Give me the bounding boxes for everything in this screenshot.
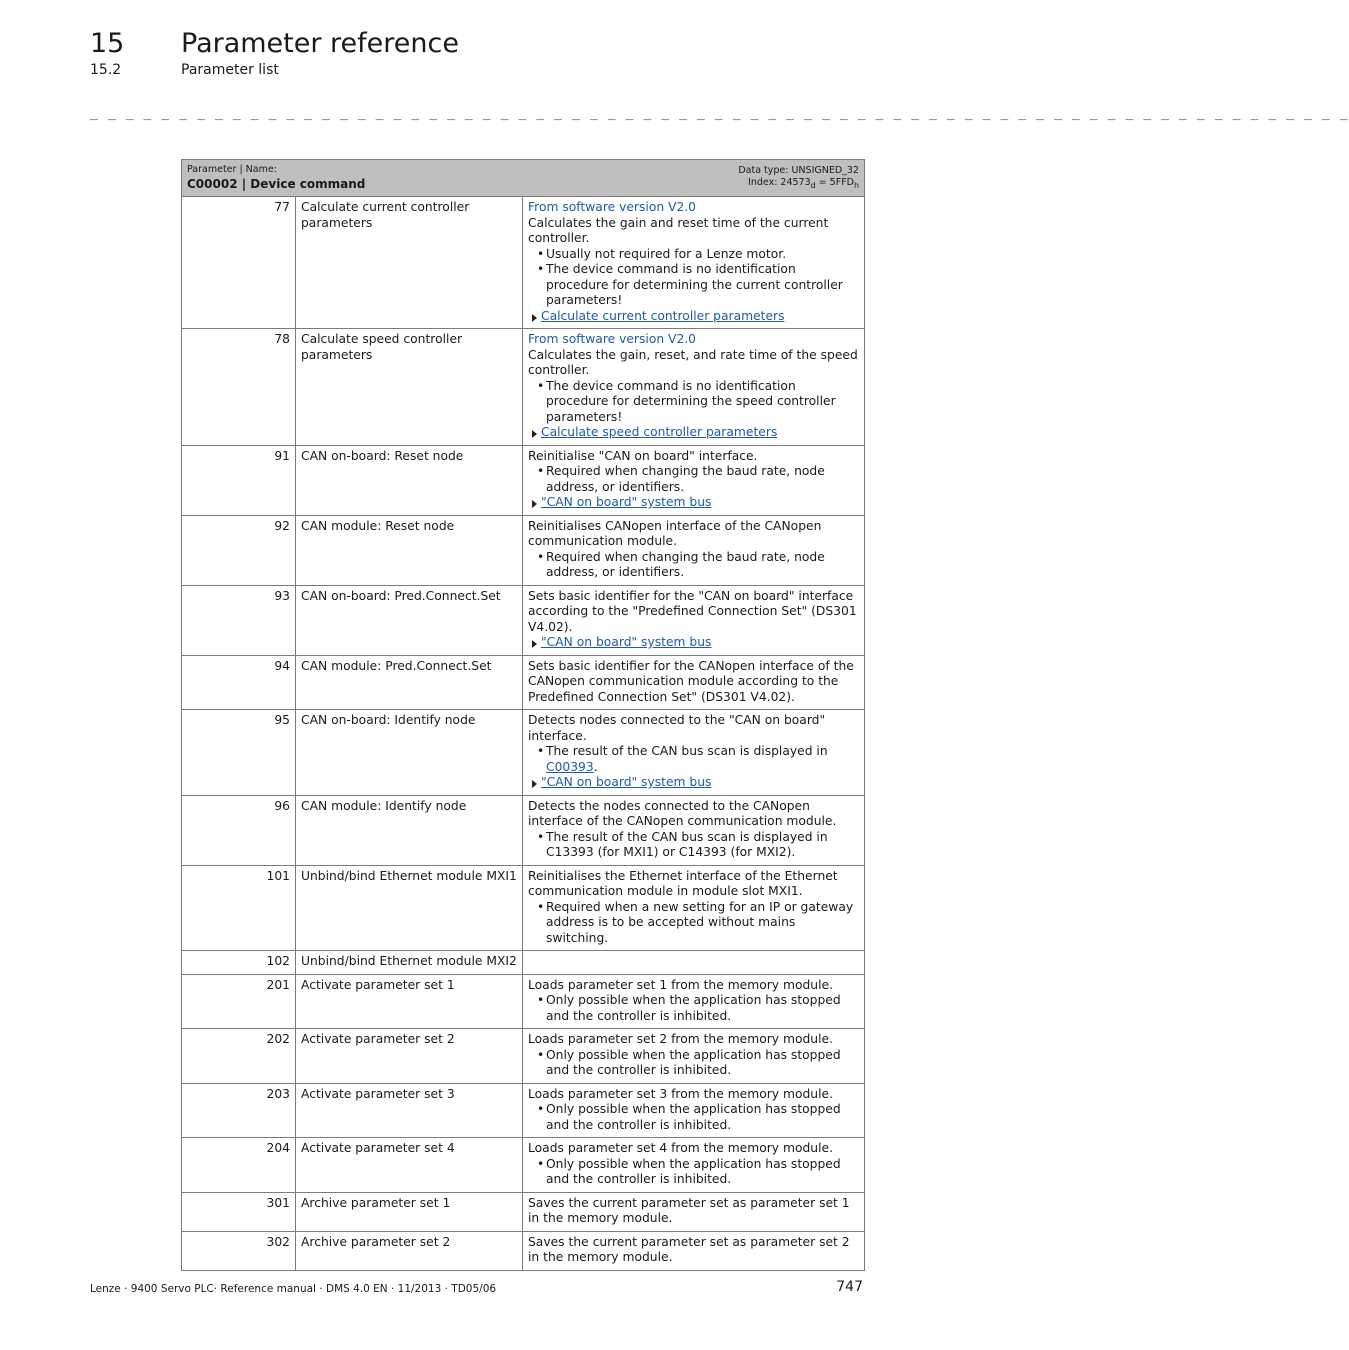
- command-number: 77: [182, 197, 296, 329]
- cross-reference: [528, 495, 859, 511]
- command-number: 78: [182, 329, 296, 446]
- command-number: 102: [182, 951, 296, 975]
- bullet-text: Usually not required for a Lenze motor.: [546, 246, 787, 261]
- table-row: [182, 515, 865, 585]
- table-row: [182, 974, 865, 1029]
- table-row: [182, 1192, 865, 1231]
- command-name: CAN on-board: Reset node: [296, 445, 523, 515]
- description-text: Reinitialises the Ethernet interface of the Ethernet communication module in module slot MXI1.: [528, 868, 838, 898]
- version-note: From software version V2.0: [528, 200, 697, 214]
- command-number: 95: [182, 710, 296, 796]
- chapter-title: Parameter reference: [181, 28, 459, 59]
- bullet-item: [528, 1048, 859, 1079]
- section-number: 15.2: [90, 62, 122, 78]
- command-name: Archive parameter set 1: [296, 1192, 523, 1231]
- bullet-item: [528, 262, 859, 309]
- command-description: [523, 445, 865, 515]
- command-description: [523, 865, 865, 951]
- command-name: CAN module: Pred.Connect.Set: [296, 655, 523, 710]
- description-text: Reinitialise "CAN on board" interface.: [528, 448, 758, 463]
- description-text: Reinitialises CANopen interface of the CANopen communication module.: [528, 518, 822, 548]
- bullet-text: Only possible when the application has stopped and the controller is inhibited.: [546, 1047, 841, 1077]
- description-text: Sets basic identifier for the "CAN on board" interface according to the "Predefined Connection Set" (DS301 V4.02).: [528, 588, 857, 634]
- bullet-icon: •: [537, 993, 545, 1007]
- cross-reference: [528, 775, 859, 791]
- description-text: Loads parameter set 1 from the memory module.: [528, 977, 833, 992]
- page-number: 747: [836, 1279, 863, 1295]
- command-name: Activate parameter set 3: [296, 1083, 523, 1138]
- bullet-icon: •: [537, 1102, 545, 1116]
- description-text: Loads parameter set 2 from the memory module.: [528, 1032, 833, 1046]
- index-value: Index: $24573_d = 5FFD_h$: [748, 177, 859, 190]
- description-text: Calculates the gain and reset time of the current controller.: [528, 215, 829, 245]
- command-description: [523, 1231, 865, 1270]
- table-row: [182, 865, 865, 951]
- cross-reference: [528, 425, 859, 441]
- table-header-row: [182, 160, 865, 197]
- command-description: [523, 655, 865, 710]
- bullet-item: [528, 1102, 859, 1133]
- command-number: 91: [182, 445, 296, 515]
- description-text: Loads parameter set 3 from the memory module.: [528, 1086, 833, 1101]
- command-description: [523, 585, 865, 655]
- table-row: [182, 1231, 865, 1270]
- arrow-right-icon: [532, 500, 537, 508]
- table-row: [182, 1138, 865, 1193]
- bullet-text: Required when a new setting for an IP or gateway address is to be accepted without mains switching.: [546, 899, 854, 945]
- table-row: [182, 445, 865, 515]
- command-name: CAN on-board: Identify node: [296, 710, 523, 796]
- header-divider: _ _ _ _ _ _ _ _ _ _ _ _ _ _ _ _ _ _ _ _ _ _ _ _ _ _ _ _ _ _ _ _ _ _ _ _ _ _ _ _ _ _ _ _ _ _ _ _ _ _ _ _ _ _ _ _ _ _ _ _ _ _ _ _ _ _ _ _ _ _ _: [90, 106, 1349, 121]
- command-number: 93: [182, 585, 296, 655]
- bullet-item: [528, 993, 859, 1024]
- command-name: Unbind/bind Ethernet module MXI2: [296, 951, 523, 975]
- arrow-right-icon: [532, 780, 537, 788]
- bullet-icon: •: [537, 464, 545, 478]
- command-number: 202: [182, 1029, 296, 1084]
- bullet-icon: •: [537, 1156, 545, 1171]
- command-name: Calculate speed controller parameters: [296, 329, 523, 446]
- command-number: 302: [182, 1231, 296, 1270]
- reference-link[interactable]: Calculate speed controller parameters: [541, 425, 778, 439]
- command-name: Calculate current controller parameters: [296, 197, 523, 329]
- bullet-text: The result of the CAN bus scan is displayed in: [546, 744, 828, 758]
- command-number: 201: [182, 974, 296, 1029]
- bullet-item: [528, 1157, 859, 1188]
- command-description: [523, 1029, 865, 1084]
- bullet-icon: •: [537, 246, 545, 261]
- description-text: Detects nodes connected to the "CAN on board" interface.: [528, 713, 826, 743]
- arrow-right-icon: [532, 640, 537, 648]
- command-description: [523, 951, 865, 975]
- reference-link[interactable]: Calculate current controller parameters: [541, 308, 785, 323]
- bullet-icon: •: [537, 262, 545, 276]
- description-text: Saves the current parameter set as parameter set 1 in the memory module.: [528, 1195, 850, 1225]
- description-text: Sets basic identifier for the CANopen interface of the CANopen communication module according to the Predefined Connection Set" (DS301 V4.02).: [528, 658, 854, 704]
- bullet-item: [528, 464, 859, 495]
- cross-reference: [528, 635, 859, 651]
- command-number: 203: [182, 1083, 296, 1138]
- bullet-text: Required when changing the baud rate, node address, or identifiers.: [546, 549, 825, 579]
- command-name: CAN module: Identify node: [296, 795, 523, 865]
- bullet-icon: •: [537, 899, 545, 914]
- table-row: [182, 951, 865, 975]
- table-row: [182, 1083, 865, 1138]
- command-name: Activate parameter set 2: [296, 1029, 523, 1084]
- bullet-item: [528, 744, 859, 775]
- arrow-right-icon: [532, 314, 537, 322]
- command-name: Activate parameter set 4: [296, 1138, 523, 1193]
- bullet-item: [528, 900, 859, 947]
- command-name: Unbind/bind Ethernet module MXI1: [296, 865, 523, 951]
- description-text: Saves the current parameter set as parameter set 2 in the memory module.: [528, 1234, 850, 1264]
- bullet-text: The device command is no identification procedure for determining the current controller parameters!: [546, 262, 843, 307]
- bullet-item: [528, 247, 859, 263]
- bullet-text: .: [593, 759, 598, 774]
- command-name: CAN on-board: Pred.Connect.Set: [296, 585, 523, 655]
- bullet-icon: •: [537, 378, 545, 393]
- version-note: From software version V2.0: [528, 332, 697, 346]
- bullet-text: Required when changing the baud rate, node address, or identifiers.: [546, 464, 825, 494]
- section-title: Parameter list: [181, 62, 279, 78]
- table-header: [182, 160, 865, 197]
- command-name: Activate parameter set 1: [296, 974, 523, 1029]
- bullet-text: The device command is no identification procedure for determining the speed controller parameters!: [546, 378, 836, 424]
- bullet-item: [528, 379, 859, 426]
- bullet-text: The result of the CAN bus scan is displayed in C13393 (for MXI1) or C14393 (for MXI2).: [546, 829, 828, 859]
- bullet-text: Only possible when the application has stopped and the controller is inhibited.: [546, 1102, 841, 1132]
- parameter-table: [181, 159, 865, 1271]
- bullet-text: Only possible when the application has stopped and the controller is inhibited.: [546, 993, 841, 1023]
- command-description: [523, 795, 865, 865]
- reference-link[interactable]: "CAN on board" system bus: [541, 495, 712, 509]
- bullet-icon: •: [537, 829, 545, 844]
- footer-text: Lenze · 9400 Servo PLC· Reference manual · DMS 4.0 EN · 11/2013 · TD05/06: [90, 1283, 497, 1295]
- command-name: CAN module: Reset node: [296, 515, 523, 585]
- table-row: [182, 710, 865, 796]
- command-description: [523, 974, 865, 1029]
- command-name: Archive parameter set 2: [296, 1231, 523, 1270]
- description-text: Calculates the gain, reset, and rate time of the speed controller.: [528, 347, 858, 377]
- bullet-icon: •: [537, 549, 545, 564]
- command-number: 204: [182, 1138, 296, 1193]
- bullet-item: [528, 830, 859, 861]
- table-row: [182, 795, 865, 865]
- description-text: Detects the nodes connected to the CANopen interface of the CANopen communication module.: [528, 798, 837, 828]
- table-row: [182, 585, 865, 655]
- cross-reference: [528, 309, 859, 325]
- reference-link[interactable]: "CAN on board" system bus: [541, 635, 712, 649]
- table-row: [182, 329, 865, 446]
- bullet-item: [528, 550, 859, 581]
- command-description: [523, 197, 865, 329]
- parameter-link[interactable]: C00393: [546, 759, 594, 774]
- bullet-icon: •: [537, 1047, 545, 1062]
- bullet-text: Only possible when the application has stopped and the controller is inhibited.: [546, 1156, 841, 1186]
- command-number: 92: [182, 515, 296, 585]
- command-description: [523, 515, 865, 585]
- command-number: 101: [182, 865, 296, 951]
- arrow-right-icon: [532, 430, 537, 438]
- description-text: Loads parameter set 4 from the memory module.: [528, 1141, 833, 1155]
- data-type: Data type: UNSIGNED_32: [738, 165, 859, 176]
- command-description: [523, 329, 865, 446]
- table-row: [182, 655, 865, 710]
- command-number: 94: [182, 655, 296, 710]
- table-row: [182, 1029, 865, 1084]
- reference-link[interactable]: "CAN on board" system bus: [541, 775, 712, 789]
- param-name: C00002 | Device command: [187, 177, 366, 191]
- command-number: 301: [182, 1192, 296, 1231]
- command-description: [523, 1138, 865, 1193]
- table-row: [182, 197, 865, 329]
- command-description: [523, 1083, 865, 1138]
- command-number: 96: [182, 795, 296, 865]
- command-description: [523, 1192, 865, 1231]
- command-description: [523, 710, 865, 796]
- param-label: Parameter | Name:: [187, 164, 277, 175]
- bullet-icon: •: [537, 744, 545, 758]
- chapter-number: 15: [90, 28, 125, 59]
